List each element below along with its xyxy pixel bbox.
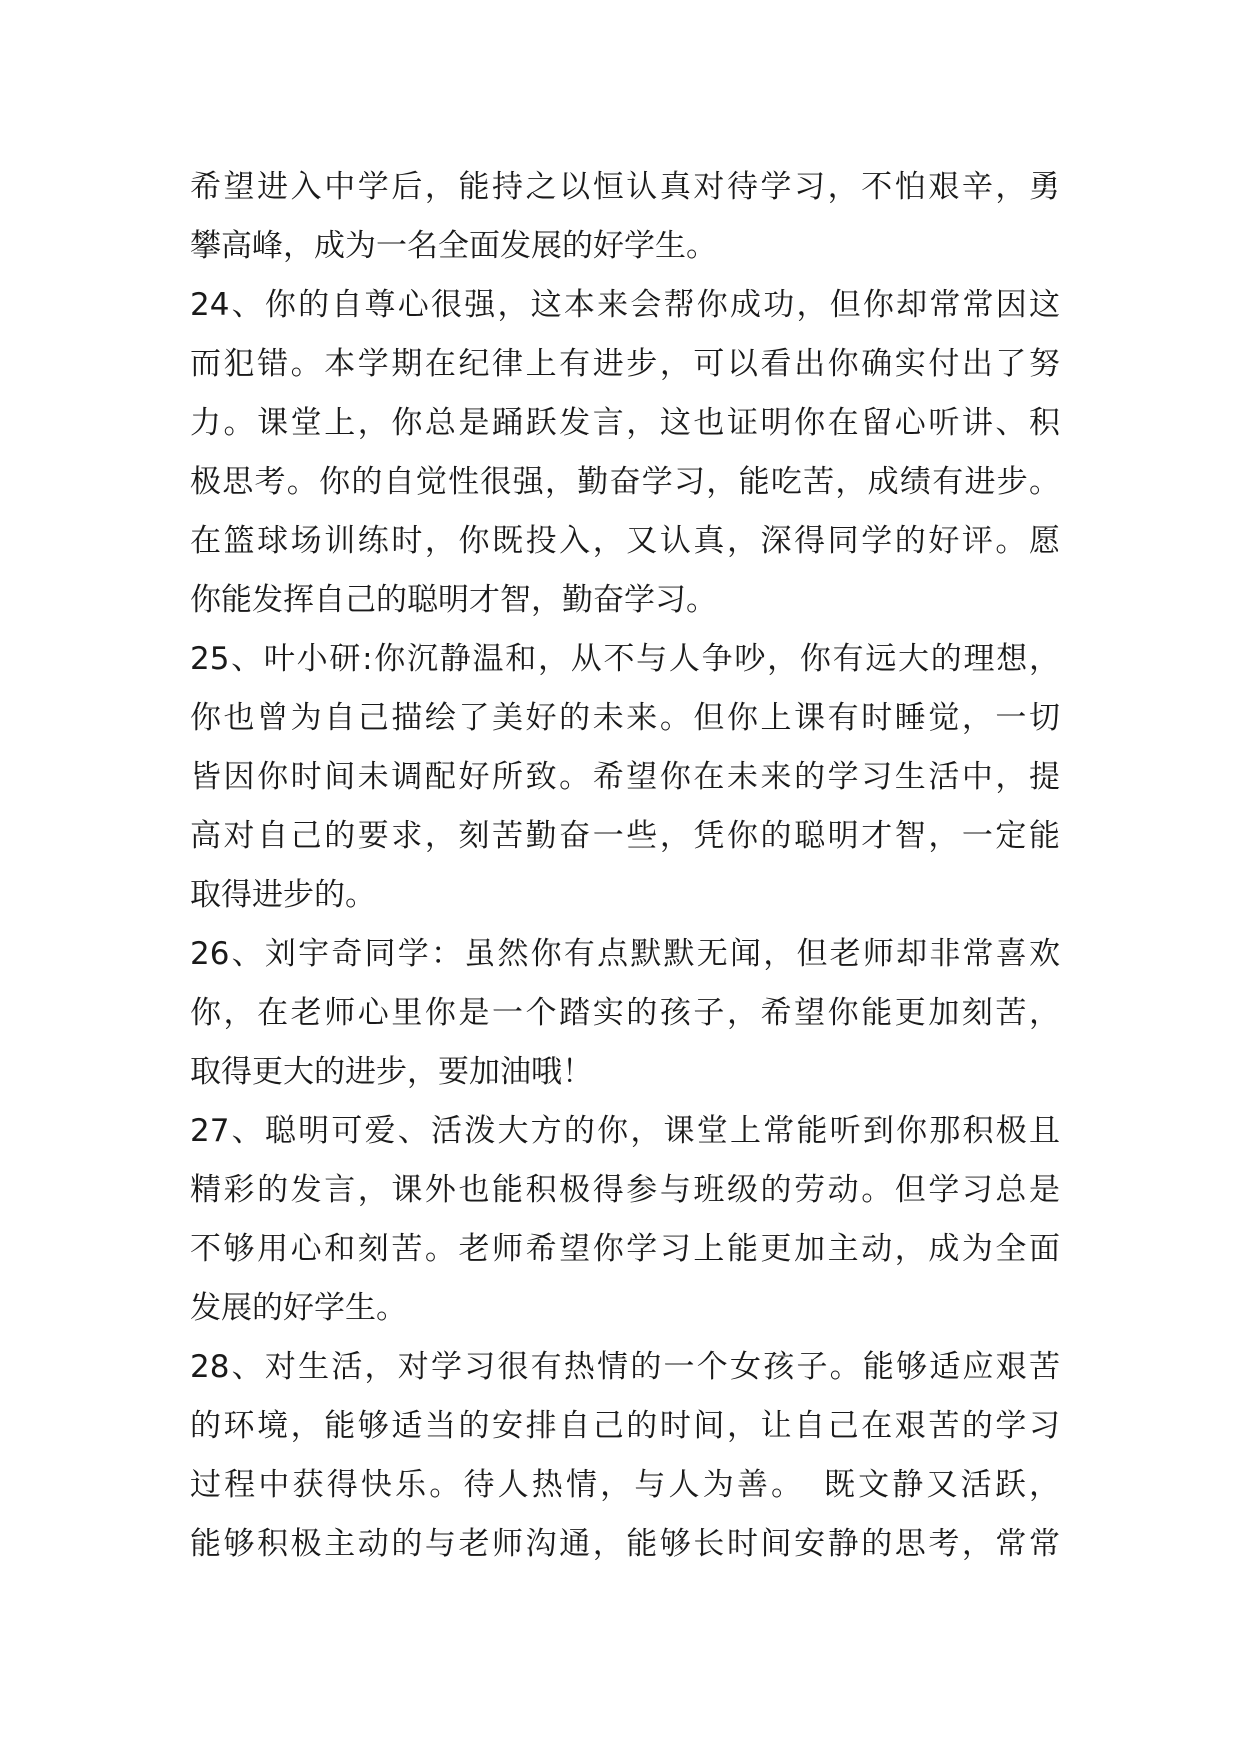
text-line: 攀高峰，成为一名全面发展的好学生。 (190, 228, 717, 264)
text-line: 力。课堂上，你总是踊跃发言，这也证明你在留心听讲、积 (190, 405, 1060, 441)
text-line: 发展的好学生。 (190, 1290, 407, 1326)
text-line: 你能发挥自己的聪明才智，勤奋学习。 (190, 582, 717, 618)
text-line: 极思考。你的自觉性很强，勤奋学习，能吃苦，成绩有进步。 (190, 464, 1060, 500)
text-line: 过程中获得快乐。待人热情，与人为善。 既文静又活跃， (190, 1467, 1060, 1503)
text-line: 24、你的自尊心很强，这本来会帮你成功，但你却常常因这 (190, 287, 1060, 323)
text-line: 28、对生活，对学习很有热情的一个女孩子。能够适应艰苦 (190, 1349, 1060, 1385)
text-line: 你也曾为自己描绘了美好的未来。但你上课有时睡觉，一切 (190, 700, 1060, 736)
text-line: 26、刘宇奇同学：虽然你有点默默无闻，但老师却非常喜欢 (190, 936, 1060, 972)
text-line: 高对自己的要求，刻苦勤奋一些，凭你的聪明才智，一定能 (190, 818, 1060, 854)
document-body (190, 158, 1060, 1574)
text-line: 你，在老师心里你是一个踏实的孩子，希望你能更加刻苦， (190, 995, 1060, 1031)
text-line: 希望进入中学后，能持之以恒认真对待学习，不怕艰辛，勇 (190, 169, 1060, 205)
text-line: 不够用心和刻苦。老师希望你学习上能更加主动，成为全面 (190, 1231, 1060, 1267)
text-line: 取得更大的进步，要加油哦！ (190, 1054, 593, 1090)
text-line: 25、叶小研:你沉静温和，从不与人争吵，你有远大的理想， (190, 641, 1060, 677)
text-line: 取得进步的。 (190, 877, 376, 913)
text-line: 能够积极主动的与老师沟通，能够长时间安静的思考，常常 (190, 1526, 1060, 1562)
text-line: 精彩的发言，课外也能积极得参与班级的劳动。但学习总是 (190, 1172, 1060, 1208)
text-line: 而犯错。本学期在纪律上有进步，可以看出你确实付出了努 (190, 346, 1060, 382)
text-line: 在篮球场训练时，你既投入，又认真，深得同学的好评。愿 (190, 523, 1060, 559)
text-line: 的环境，能够适当的安排自己的时间，让自己在艰苦的学习 (190, 1408, 1060, 1444)
text-line: 皆因你时间未调配好所致。希望你在未来的学习生活中，提 (190, 759, 1060, 795)
text-line: 27、聪明可爱、活泼大方的你，课堂上常能听到你那积极且 (190, 1113, 1060, 1149)
